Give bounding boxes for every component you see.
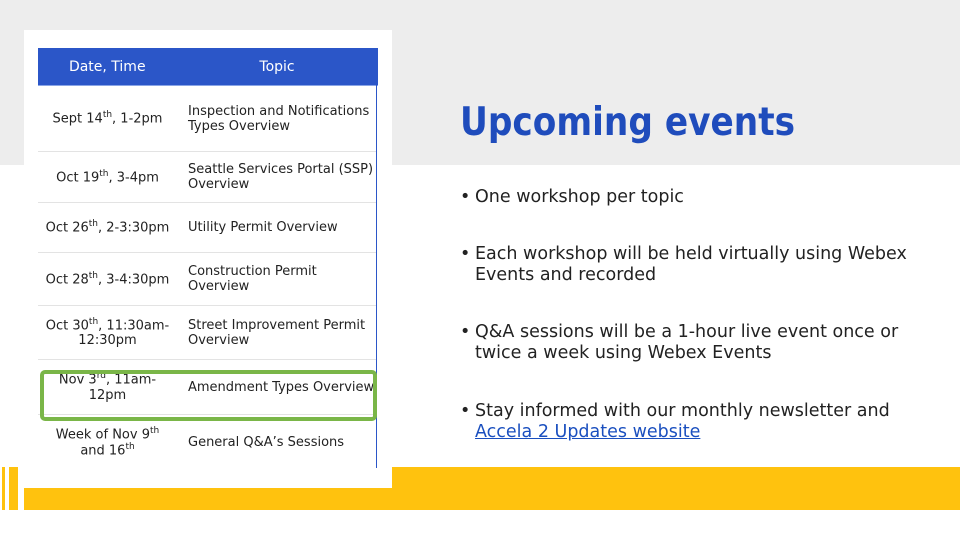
session-topic: Seattle Services Portal (SSP) Overview (177, 152, 377, 203)
list-item: • Each workshop will be held virtually using Webex Events and recorded (460, 244, 907, 285)
highlight-frame (40, 370, 377, 421)
session-date: Oct 26th, 2-3:30pm (38, 203, 177, 253)
session-topic: Amendment Types Overview (177, 360, 377, 415)
table-row (38, 203, 377, 253)
table-row (38, 253, 377, 306)
session-date: Week of Nov 9th and 16th (55, 425, 160, 459)
page-title: Upcoming events (460, 100, 796, 145)
column-header-topic: Topic (177, 48, 377, 86)
session-date: Nov 3rd, 11am-12pm (38, 360, 177, 415)
session-date: Oct 30th, 11:30am-12:30pm (38, 306, 177, 360)
accela-updates-link[interactable]: Accela 2 Updates website (475, 422, 701, 442)
session-topic: Utility Permit Overview (177, 203, 377, 253)
session-date: Oct 28th, 3-4:30pm (38, 253, 177, 306)
footer-stripe (9, 467, 18, 510)
table-row (38, 152, 377, 203)
session-topic: Construction Permit Overview (177, 253, 377, 306)
session-date: Oct 19th, 3-4pm (38, 152, 177, 203)
session-topic: Street Improvement Permit Overview (177, 306, 377, 360)
list-item: • Stay informed with our monthly newsletter and Accela 2 Updates website (460, 401, 890, 442)
bullet-text: Stay informed with our monthly newsletter and (475, 401, 890, 421)
list-item: • Q&A sessions will be a 1-hour live event once or twice a week using Webex Events (460, 322, 899, 363)
session-topic: Inspection and Notifications Types Overview (177, 86, 377, 152)
table-row (38, 415, 377, 470)
session-topic: General Q&A’s Sessions (188, 434, 345, 450)
session-date: Sept 14th, 1-2pm (38, 86, 177, 152)
table-row (38, 306, 377, 360)
list-item: • One workshop per topic (460, 187, 684, 207)
column-header-date-time: Date, Time (38, 48, 177, 86)
footer-stripe (2, 467, 5, 510)
table-header-row (38, 48, 377, 86)
table-row (38, 86, 377, 152)
